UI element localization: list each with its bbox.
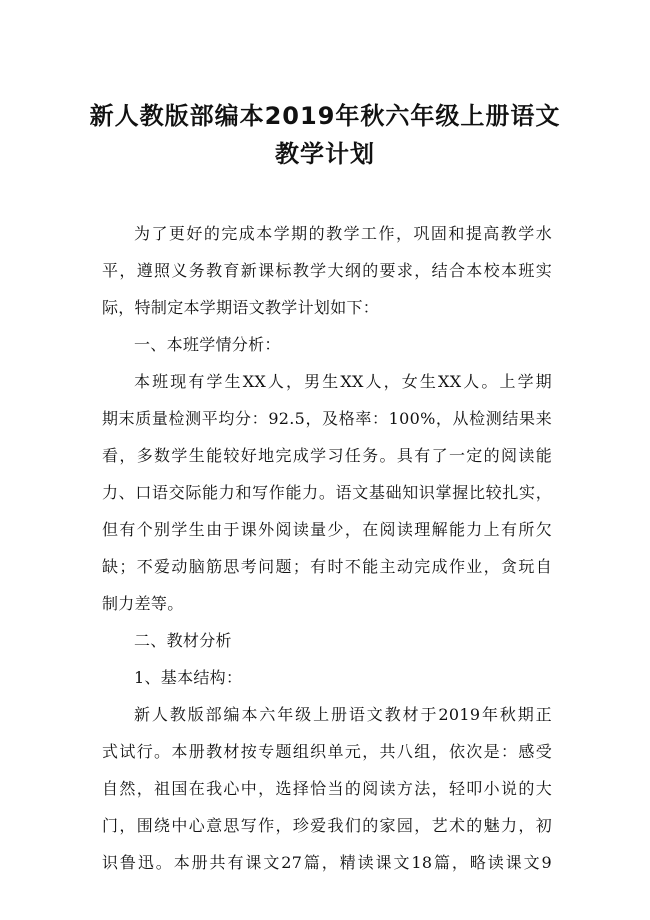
class-analysis-line: 看，多数学生能较好地完成学习任务。具有了一定的阅读能 xyxy=(102,446,552,465)
intro-paragraph-line: 为了更好的完成本学期的教学工作，巩固和提高教学水 xyxy=(134,224,552,243)
document-title-line-1: 新人教版部编本2019年秋六年级上册语文 xyxy=(89,102,561,130)
textbook-structure-line: 新人教版部编本六年级上册语文教材于2019年秋期正 xyxy=(134,705,552,724)
section-heading-class-analysis: 一、本班学情分析： xyxy=(134,335,281,354)
class-analysis-line: 期末质量检测平均分：92.5，及格率：100%，从检测结果来 xyxy=(102,409,552,428)
document-title-line-2: 教学计划 xyxy=(275,140,375,168)
textbook-structure-line: 自然，祖国在我心中，选择恰当的阅读方法，轻叩小说的大 xyxy=(102,779,552,798)
intro-paragraph-line: 际，特制定本学期语文教学计划如下： xyxy=(102,298,380,317)
textbook-structure-line: 识鲁迅。本册共有课文27篇，精读课文18篇，略读课文9 xyxy=(102,853,552,872)
intro-paragraph-line: 平，遵照义务教育新课标教学大纲的要求，结合本校本班实 xyxy=(102,261,552,280)
class-analysis-line: 但有个别学生由于课外阅读量少，在阅读理解能力上有所欠 xyxy=(102,520,552,539)
section-heading-textbook-analysis: 二、教材分析 xyxy=(134,631,232,650)
class-analysis-line: 缺；不爱动脑筋思考问题；有时不能主动完成作业，贪玩自 xyxy=(102,557,552,576)
class-analysis-line: 本班现有学生XX人，男生XX人，女生XX人。上学期 xyxy=(134,372,552,391)
class-analysis-line: 制力差等。 xyxy=(102,594,184,613)
class-analysis-line: 力、口语交际能力和写作能力。语文基础知识掌握比较扎实， xyxy=(102,483,552,502)
subsection-heading-basic-structure: 1、基本结构： xyxy=(134,668,243,687)
textbook-structure-line: 式试行。本册教材按专题组织单元，共八组，依次是：感受 xyxy=(102,742,552,761)
textbook-structure-line: 门，围绕中心意思写作，珍爱我们的家园，艺术的魅力，初 xyxy=(102,816,552,835)
